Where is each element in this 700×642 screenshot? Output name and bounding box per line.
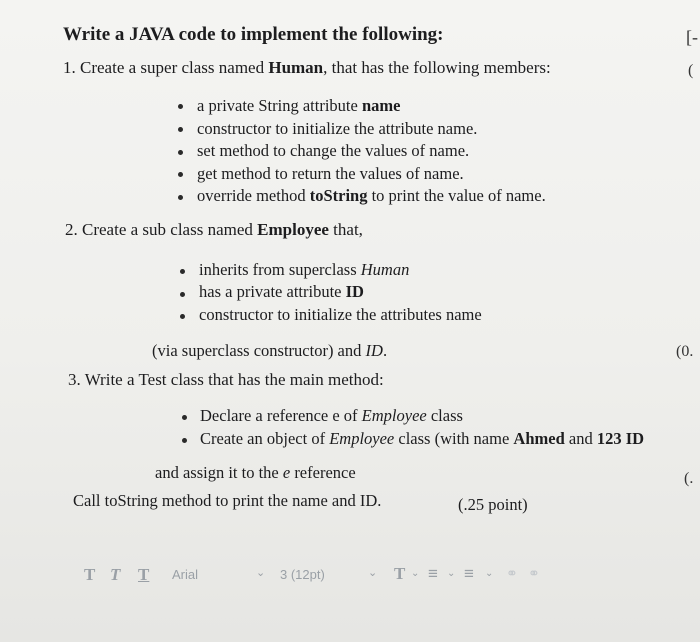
bullet-dot xyxy=(178,195,183,200)
chevron-down-icon[interactable]: ⌄ xyxy=(368,567,378,579)
q3-b1-c: class xyxy=(426,406,463,425)
q3-b2-bold-name: Ahmed xyxy=(513,429,565,448)
q1-b5-c: to print the value of name. xyxy=(367,186,546,205)
q3-assign-italic: e xyxy=(282,463,291,482)
q1-bullet-1 xyxy=(197,96,400,116)
bold-t-button[interactable]: T xyxy=(84,565,96,584)
bullet-dot xyxy=(178,104,183,109)
q1-bullet-5 xyxy=(197,186,546,206)
q2-bullet-3: constructor to initialize the attributes name xyxy=(199,305,482,324)
bullet-dot xyxy=(180,314,185,319)
unlink-icon[interactable]: ⚭ xyxy=(528,565,540,581)
editor-toolbar xyxy=(0,548,700,608)
right-mark-bracket: [- xyxy=(686,27,698,47)
bullet-dot xyxy=(182,438,187,443)
q3-b1-italic: Employee xyxy=(361,406,427,425)
font-size-select[interactable]: 3 (12pt) xyxy=(280,567,325,582)
bullet-dot xyxy=(178,150,183,155)
chevron-down-icon[interactable]: ⌄ xyxy=(447,568,456,579)
bullet-dot xyxy=(178,172,183,177)
font-family-select[interactable]: Arial xyxy=(172,567,199,582)
q1-b1-text: a private String attribute xyxy=(197,96,362,115)
right-mark-lower: (. xyxy=(684,470,694,487)
bullet-dot xyxy=(182,415,187,420)
q1-suffix: , that has the following members: xyxy=(323,58,551,77)
q2-cont-a: (via superclass constructor) and xyxy=(152,341,366,360)
q3-b2-italic: Employee xyxy=(329,429,395,448)
q3-assign-a: and assign it to the xyxy=(155,463,283,482)
right-mark-paren: ( xyxy=(688,62,694,79)
q1-b1-bold: name xyxy=(361,96,401,115)
page-title: Write a JAVA code to implement the following: xyxy=(63,24,444,45)
underline-t-button[interactable]: T xyxy=(138,565,150,584)
q3-assign-line xyxy=(155,463,356,483)
q1-bullet-4: get method to return the values of name. xyxy=(197,164,464,183)
right-mark-points: (0. xyxy=(676,343,694,360)
q2-bullet-1 xyxy=(199,260,409,280)
q2-cont-italic: ID xyxy=(365,341,383,360)
q2-b1-italic: Human xyxy=(360,260,410,279)
q3-b1-a: Declare a reference e of xyxy=(200,406,362,425)
numbered-list-icon[interactable]: ≡ xyxy=(464,564,474,583)
q2-prefix: 2. Create a sub class named xyxy=(65,220,258,239)
chevron-down-icon[interactable]: ⌄ xyxy=(485,568,494,579)
q3-b2-a: Create an object of xyxy=(200,429,330,448)
italic-t-button[interactable]: T xyxy=(110,565,121,584)
q1-bullet-2: constructor to initialize the attribute name. xyxy=(197,119,478,138)
q1-prefix: 1. Create a super class named xyxy=(63,58,269,77)
text-color-button[interactable]: T xyxy=(394,564,406,583)
points-label: (.25 point) xyxy=(458,495,528,514)
q3-bullet-1 xyxy=(200,406,463,426)
q1-b5-a: override method xyxy=(197,186,310,205)
q3-call-line: Call toString method to print the name and ID. xyxy=(73,491,382,510)
bullet-list-icon[interactable]: ≡ xyxy=(428,564,438,583)
q1-b5-bold: toString xyxy=(309,186,368,205)
question-1 xyxy=(63,58,551,78)
q2-cont-c: . xyxy=(382,341,388,360)
chevron-down-icon[interactable]: ⌄ xyxy=(411,568,420,579)
q3-b2-bold-id: 123 ID xyxy=(596,429,645,448)
q2-bullet-2 xyxy=(199,282,364,302)
q2-class-name: Employee xyxy=(257,220,329,239)
question-3: 3. Write a Test class that has the main method: xyxy=(68,370,384,389)
q2-b2-text: has a private attribute xyxy=(199,282,346,301)
q1-class-name: Human xyxy=(268,58,324,77)
q3-assign-c: reference xyxy=(290,463,356,482)
q2-continuation xyxy=(152,341,387,361)
link-icon[interactable]: ⚭ xyxy=(506,565,518,581)
q3-b2-c: class (with name xyxy=(394,429,514,448)
chevron-down-icon[interactable]: ⌄ xyxy=(256,567,266,579)
bullet-dot xyxy=(180,292,185,297)
q3-b2-e: and xyxy=(564,429,597,448)
q1-bullet-3: set method to change the values of name. xyxy=(197,141,470,160)
bullet-dot xyxy=(180,269,185,274)
q3-bullet-2 xyxy=(200,429,644,449)
bullet-dot xyxy=(178,127,183,132)
question-2 xyxy=(65,220,363,240)
q2-b2-bold: ID xyxy=(345,282,364,301)
q2-suffix: that, xyxy=(328,220,363,239)
q2-b1-text: inherits from superclass xyxy=(199,260,361,279)
